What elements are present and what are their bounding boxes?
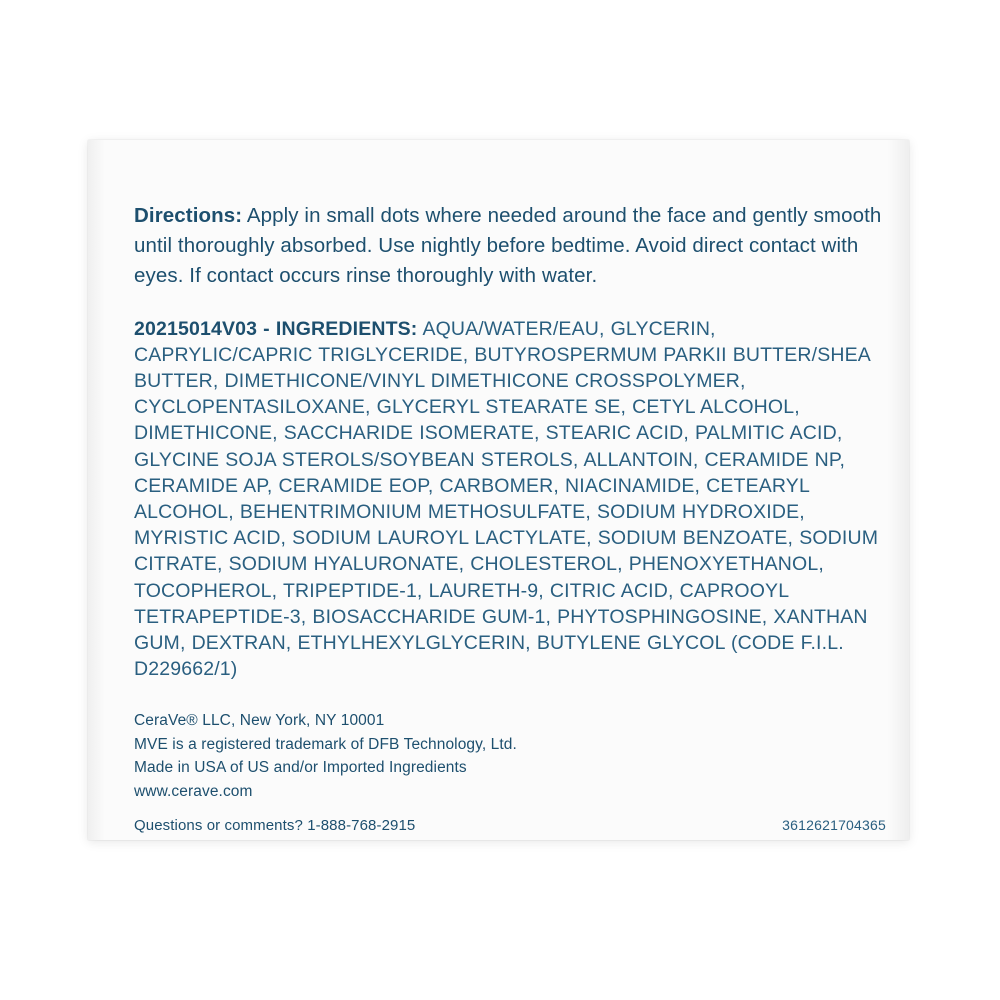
trademark-notice: MVE is a registered trademark of DFB Technology, Ltd. (134, 735, 517, 753)
ingredients-list: AQUA/WATER/EAU, GLYCERIN, CAPRYLIC/CAPRIC TRIGLYCERIDE, BUTYROSPERMUM PARKII BUTTER/SHEA BUTTER, DIMETHICONE/VINYL DIMETHICONE CROSSPOLYMER, CYCLOPENTASILOXANE, GLYCERYL STEARATE SE, CETYL ALCOHOL, DIMETHICONE, SACCHARIDE ISOMERATE, STEARIC ACID, PALMITIC ACID, GLYCINE SOJA STEROLS/SOYBEAN STEROLS, ALLANTOIN, CERAMIDE NP, CERAMIDE AP, CERAMIDE EOP, CARBOMER, NIACINAMIDE, CETEARYL ALCOHOL, BEHENTRIMONIUM METHOSULFATE, SODIUM HYDROXIDE, MYRISTIC ACID, SODIUM LAUROYL LACTYLATE, SODIUM BENZOATE, SODIUM CITRATE, SODIUM HYALURONATE, CHOLESTEROL, PHENOXYETHANOL, TOCOPHEROL, TRIPEPTIDE-1, LAURETH-9, CITRIC ACID, CAPROOYL TETRAPEPTIDE-3, BIOSACCHARIDE GUM-1, PHYTOSPHINGOSINE, XANTHAN GUM, DEXTRAN, ETHYLHEXYLGLYCERIN, BUTYLENE GLYCOL (CODE F.I.L. D229662/1) (134, 317, 879, 681)
origin-statement: Made in USA of US and/or Imported Ingredients (134, 759, 467, 777)
ingredients-paragraph (134, 316, 886, 683)
directions-text: Apply in small dots where needed around the face and gently smooth until thoroughly absorbed. Use nightly before bedtime. Avoid direct contact with eyes. If contact occurs rinse thoroughly with water. (134, 203, 882, 287)
carton-back-panel (88, 140, 909, 840)
questions-line: Questions or comments? 1-888-768-2915 (134, 817, 416, 835)
website-url: www.cerave.com (134, 782, 253, 800)
ingredients-label: INGREDIENTS: (275, 317, 418, 340)
formula-code: 20215014V03 - (134, 317, 276, 340)
contact-row (134, 817, 886, 834)
company-address: CeraVe® LLC, New York, NY 10001 (134, 712, 385, 730)
lot-code: 3612621704365 (782, 817, 886, 834)
directions-paragraph (134, 201, 886, 291)
company-info (134, 709, 894, 803)
label-content (134, 180, 894, 834)
directions-label: Directions: (134, 203, 243, 227)
